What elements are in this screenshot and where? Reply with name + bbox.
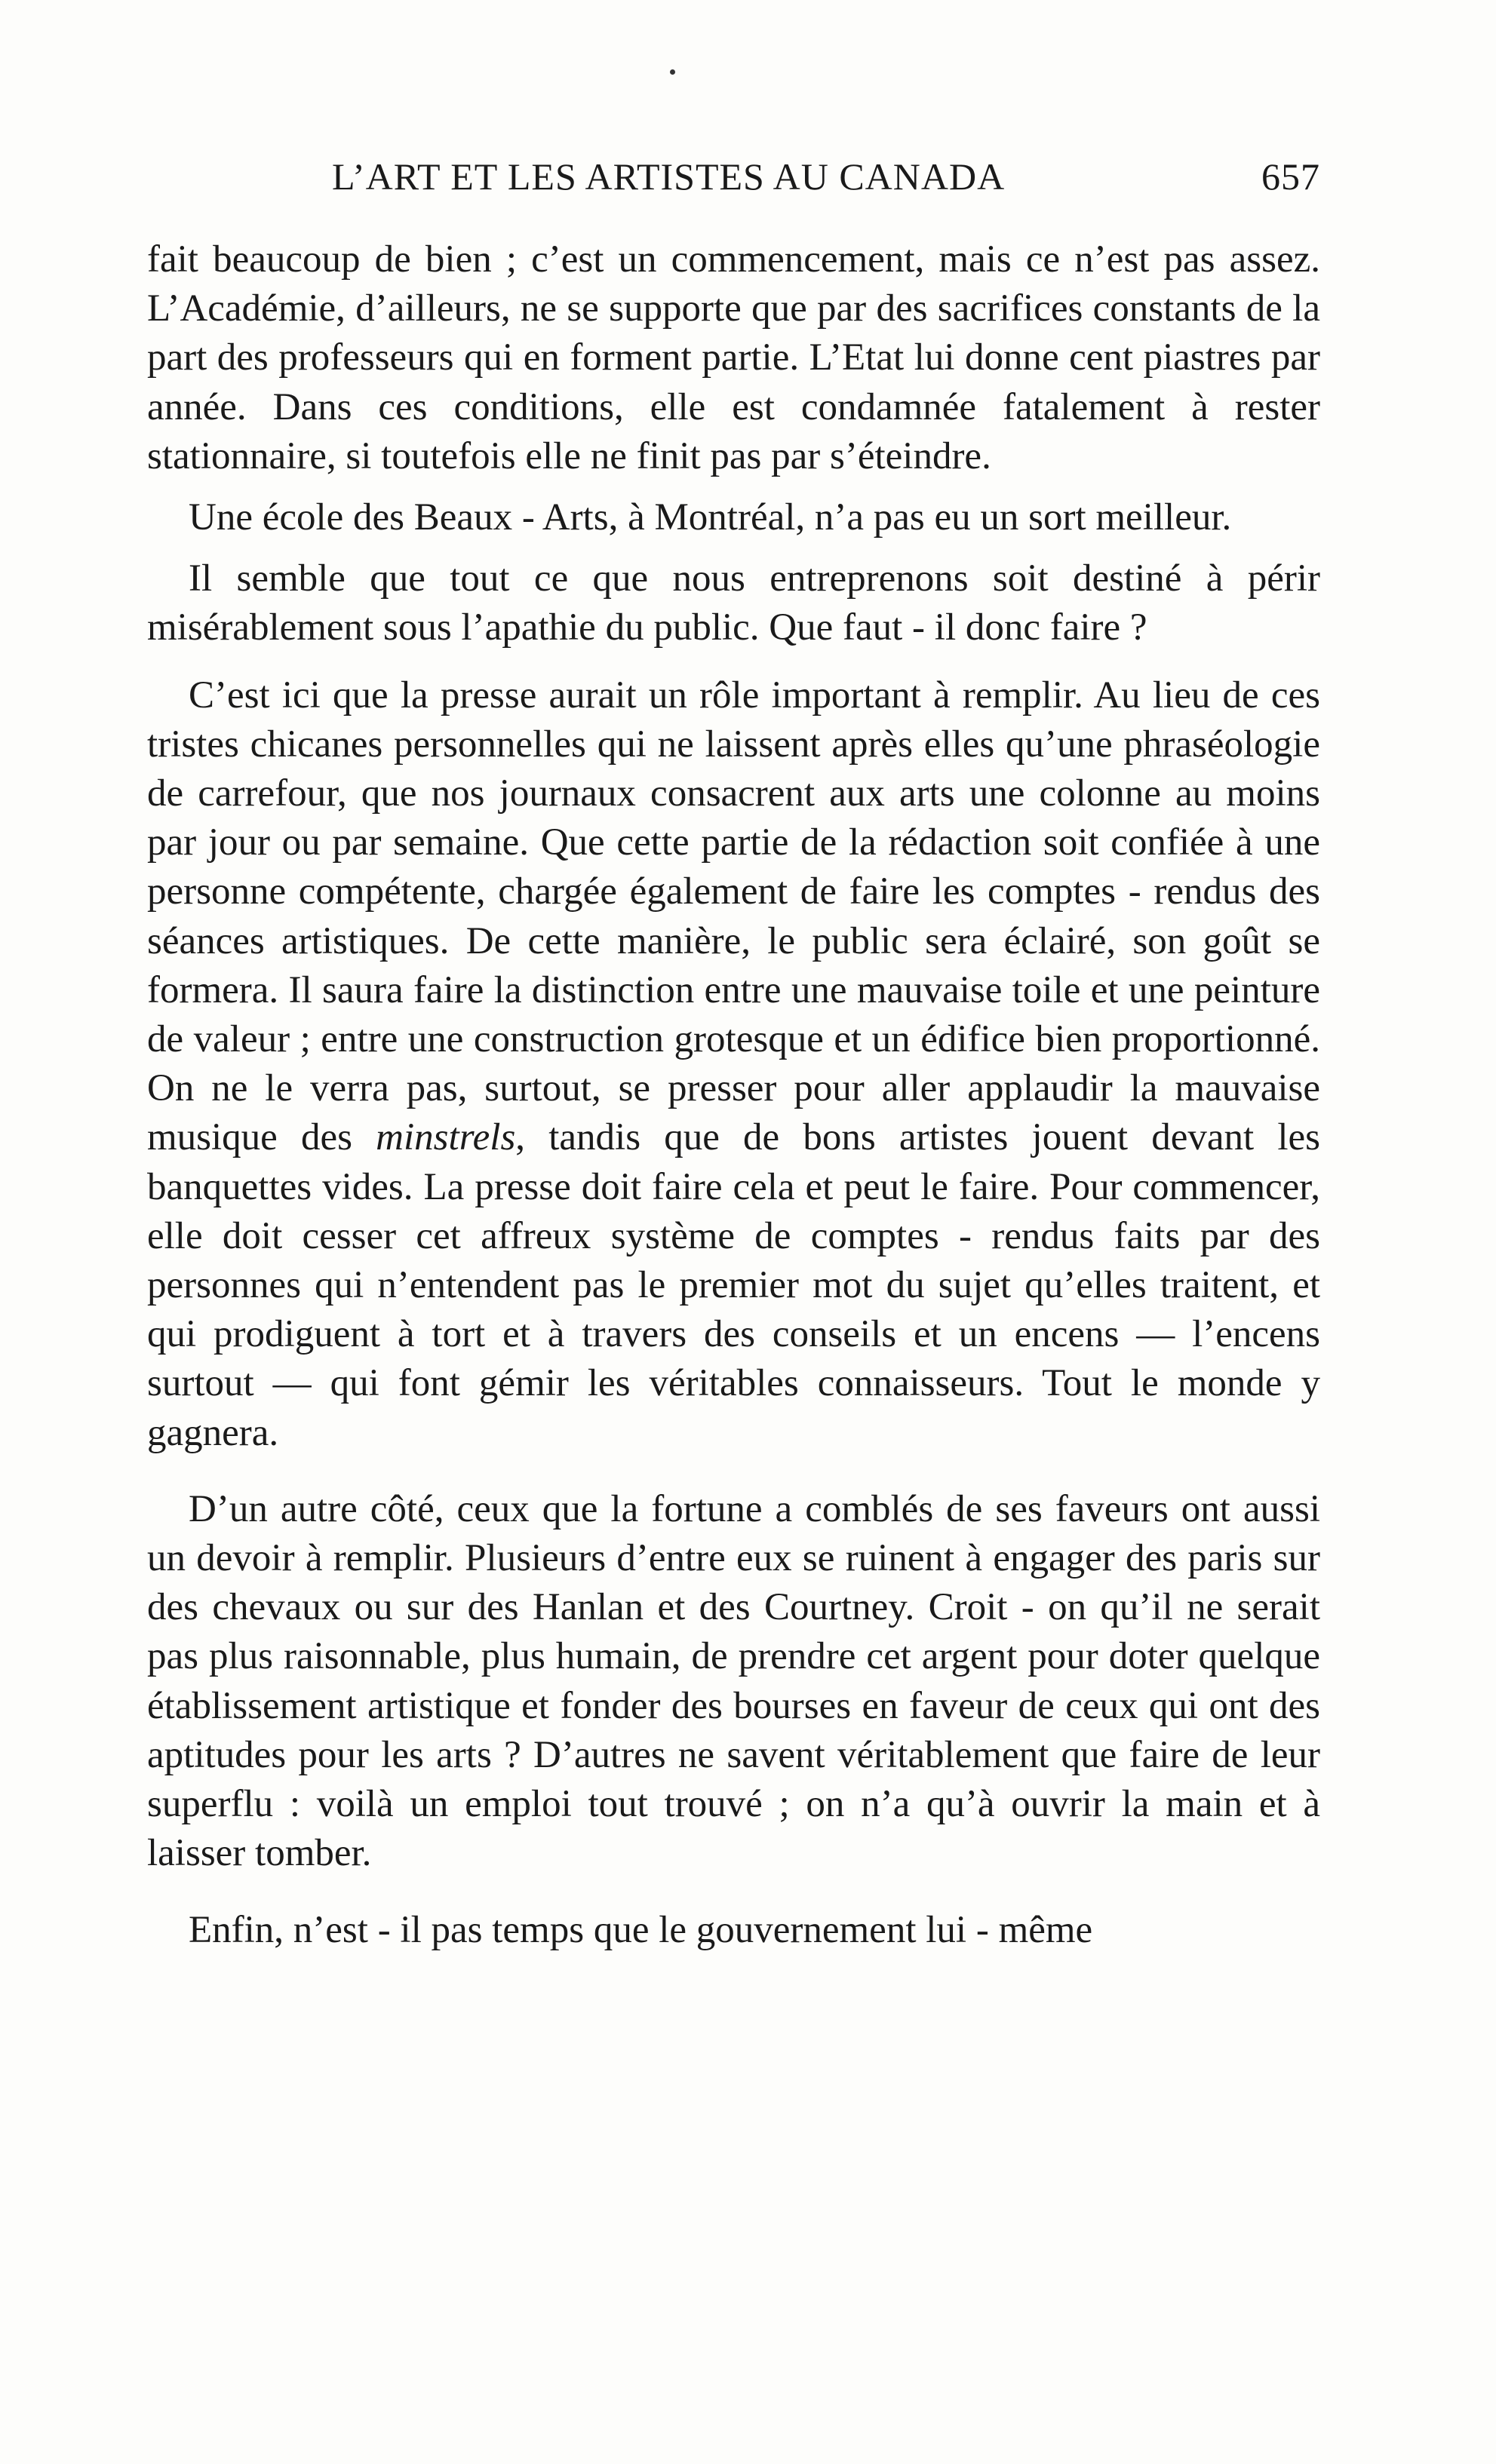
paragraph-fortune [147, 1485, 1320, 1879]
paragraph-text: C’est ici que la presse aurait un rôle important à remplir. Au lieu de ces tristes chicanes personnelles qui ne laissent après elles qu’une phraséologie de carrefour, que nos journaux consacrent aux arts une colonne au moins par jour ou par semaine. Que cette partie de la rédaction soit confiée à une personne compétente, chargée également de faire les comptes - rendus des séances artistiques. De cette manière, le public sera éclairé, son goût se formera. Il saura faire la distinction entre une mauvaise toile et une peinture de valeur ; entre une construction grotesque et un édifice bien proportionné. On ne le verra pas, surtout, se presser pour aller applaudir la mauvaise musique des [147, 674, 1320, 1159]
paragraph-continuation [147, 235, 1320, 481]
running-header [143, 155, 1320, 207]
page-number: 657 [1261, 155, 1320, 198]
paragraph-text: , tandis que de bons artistes jouent devant les banquettes vides. La presse doit faire cela et peut le faire. Pour commencer, elle doit cesser cet affreux système de comptes - rendus faits par des personnes qui n’entendent pas le premier mot du sujet qu’elles traitent, et qui prodiguent à tort et à travers des conseils et un encens — l’encens surtout — qui font gémir les véritables connaisseurs. Tout le monde y gagnera. [147, 1116, 1320, 1454]
paragraph-text: Une école des Beaux - Arts, à Montréal, n’a pas eu un sort meilleur. [189, 496, 1232, 539]
paragraph-text: Il semble que tout ce que nous entreprenons soit destiné à périr misérablement sous l’apathie du public. Que faut - il donc faire ? [147, 557, 1320, 649]
paragraph-ecole-beaux-arts [147, 493, 1320, 542]
paragraph-text: D’un autre côté, ceux que la fortune a comblés de ses faveurs ont aussi un devoir à remplir. Plusieurs d’entre eux se ruinent à engager des paris sur des chevaux ou sur des Hanlan et des Courtney. Croit - on qu’il ne serait pas plus raisonnable, plus humain, de prendre cet argent pour doter quelque établissement artistique et fonder des bourses en faveur de ceux qui ont des aptitudes pour les arts ? D’autres ne savent véritablement que faire de leur superflu : voilà un emploi tout trouvé ; on n’a qu’à ouvrir la main et à laisser tomber. [147, 1487, 1320, 1875]
paragraph-text: fait beaucoup de bien ; c’est un commencement, mais ce n’est pas assez. L’Académie, d’ailleurs, ne se supporte que par des sacrifices constants de la part des professeurs qui en forment partie. L’Etat lui donne cent piastres par année. Dans ces conditions, elle est condamnée fatalement à rester stationnaire, si toutefois elle ne finit pas par s’éteindre. [147, 238, 1320, 477]
paragraph-gouvernement [147, 1906, 1320, 1955]
ink-speck [670, 69, 675, 75]
running-title: L’ART ET LES ARTISTES AU CANADA [332, 155, 1006, 198]
paragraph-text: Enfin, n’est - il pas temps que le gouvernement lui - même [189, 1908, 1093, 1951]
body-text [147, 235, 1320, 1955]
paragraph-presse [147, 671, 1320, 1458]
paragraph-apathie [147, 554, 1320, 652]
italic-term: minstrels [376, 1116, 516, 1159]
